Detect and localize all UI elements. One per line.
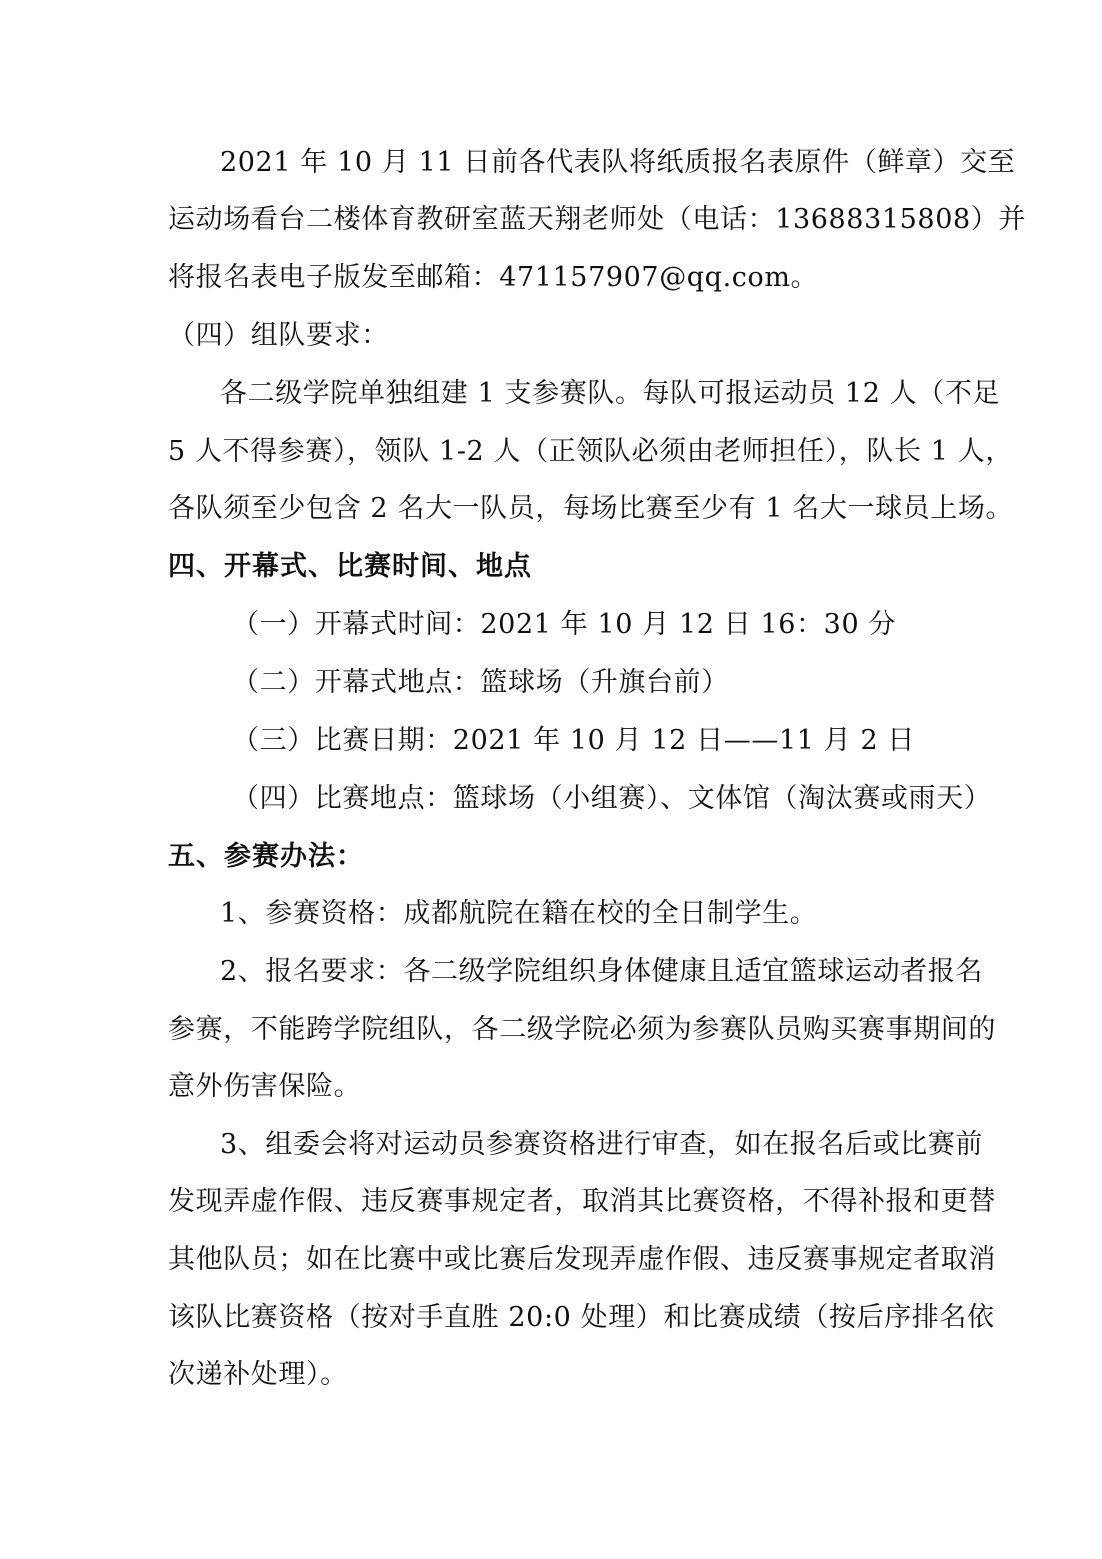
item-2-line3: 意外伤害保险。 [168,1071,362,1102]
section-4-heading: 四、开幕式、比赛时间、地点 [168,551,532,582]
p1-line3: 将报名表电子版发至邮箱：471157907@qq.com。 [168,262,819,293]
section-4-item-1: （一）开幕式时间：2021 年 10 月 12 日 16：30 分 [232,609,897,640]
item-3-line4: 该队比赛资格（按对手直胜 20:0 处理）和比赛成绩（按后序排名依 [168,1302,995,1333]
p2-line1: 各二级学院单独组建 1 支参赛队。每队可报运动员 12 人（不足 [220,378,1001,409]
item-3-line5: 次递补处理）。 [168,1359,348,1390]
p2-line2: 5 人不得参赛），领队 1-2 人（正领队必须由老师担任），队长 1 人， [168,436,1013,467]
p1-line2: 运动场看台二楼体育教研室蓝天翔老师处（电话：13688315808）并 [168,204,1026,235]
subsection-4-heading: （四）组队要求： [168,320,389,351]
section-4-item-3: （三）比赛日期：2021 年 10 月 12 日——11 月 2 日 [232,725,916,756]
item-3-line2: 发现弄虚作假、违反赛事规定者，取消其比赛资格，不得补报和更替 [168,1186,996,1217]
item-3-line3: 其他队员；如在比赛中或比赛后发现弄虚作假、违反赛事规定者取消 [168,1244,996,1275]
p1-line1: 2021 年 10 月 11 日前各代表队将纸质报名表原件（鲜章）交至 [220,147,1016,178]
section-4-item-2: （二）开幕式地点：篮球场（升旗台前） [232,667,729,698]
item-2-line1: 2、报名要求：各二级学院组织身体健康且适宜篮球运动者报名 [220,956,983,987]
p2-line3: 各队须至少包含 2 名大一队员，每场比赛至少有 1 名大一球员上场。 [168,493,1014,524]
section-4-item-4: （四）比赛地点：篮球场（小组赛）、文体馆（淘汰赛或雨天） [232,783,992,814]
section-5-heading: 五、参赛办法： [168,841,364,872]
item-1: 1、参赛资格：成都航院在籍在校的全日制学生。 [220,898,818,929]
item-3-line1: 3、组委会将对运动员参赛资格进行审查，如在报名后或比赛前 [220,1129,983,1160]
item-2-line2: 参赛，不能跨学院组队，各二级学院必须为参赛队员购买赛事期间的 [168,1014,996,1045]
